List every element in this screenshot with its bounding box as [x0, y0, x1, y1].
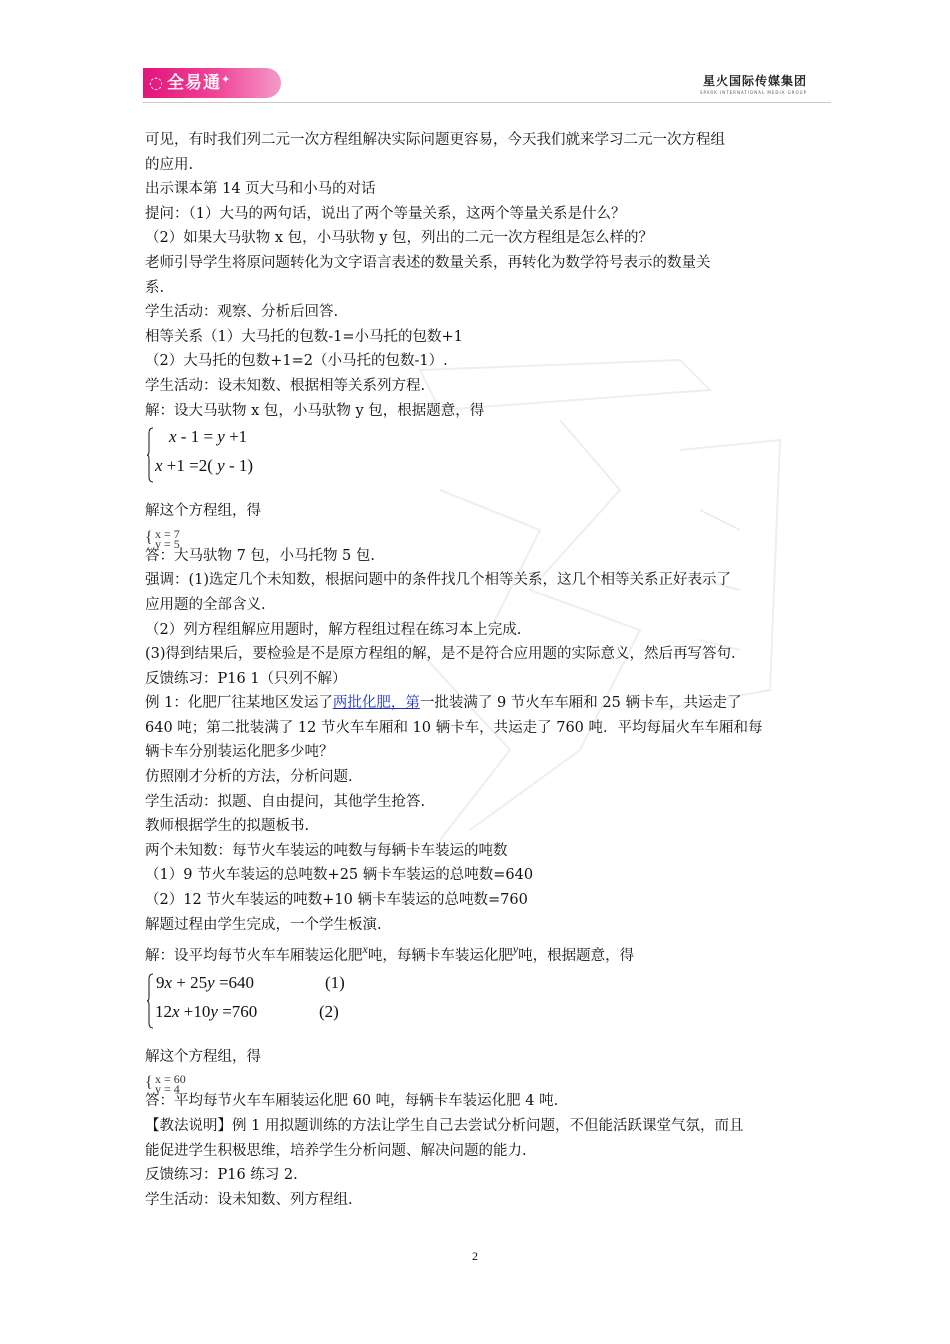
text-line: 640 吨；第二批装满了 12 节火车车厢和 10 辆卡车，共运走了 760 吨．平均每届火车车厢和每 — [145, 719, 763, 736]
equation-label: (1) — [325, 972, 345, 992]
text-line: 学生活动：拟题、自由提问，其他学生抢答. — [145, 793, 426, 810]
logo-text: 全易通 — [167, 73, 221, 93]
left-brace-icon — [147, 427, 153, 483]
text-line: 提问：（1）大马的两句话，说出了两个等量关系，这两个等量关系是什么？ — [145, 205, 626, 222]
variable-x: x — [362, 942, 368, 957]
text-line: (3)得到结果后，要检验是不是原方程组的解，是不是符合应用题的实际意义，然后再写答句. — [145, 646, 736, 663]
equation-row: 12x +10y =760 — [155, 1001, 258, 1021]
left-brace-icon — [147, 973, 153, 1029]
brace-icon: { — [145, 528, 153, 546]
publisher-english: SPARK INTERNATIONAL MEDIA GROUP — [699, 90, 807, 95]
text-line: （1）9 节火车装运的总吨数+25 辆卡车装运的总吨数=640 — [145, 867, 534, 884]
text-line: 学生活动：观察、分析后回答. — [145, 304, 339, 321]
text-line: 例 1：化肥厂往某地区发运了两批化肥，第一批装满了 9 节火车车厢和 25 辆卡车，共运走了 — [145, 695, 742, 712]
text-line: 应用题的全部含义. — [145, 596, 266, 613]
text-line: 可见，有时我们列二元一次方程组解决实际问题更容易，今天我们就来学习二元一次方程组 — [145, 132, 725, 148]
text-line: 老师引导学生将原问题转化为文字语言表述的数量关系，再转化为数学符号表示的数量关 — [145, 254, 711, 271]
publisher — [700, 72, 807, 95]
text-line: 的应用. — [145, 156, 194, 173]
solution-row: y = 4 — [155, 1082, 180, 1097]
equation-system-1 — [147, 425, 815, 491]
variable-y: y — [512, 942, 519, 957]
text-line: 强调：(1)选定几个未知数，根据问题中的条件找几个相等关系，这几个相等关系正好表示了 — [145, 572, 732, 589]
text-line: （2）如果大马驮物 x 包，小马驮物 y 包，列出的二元一次方程组是怎么样的？ — [145, 230, 654, 247]
text-line: 解：设平均每节火车车厢装运化肥$^x$吨，每辆卡车装运化肥$^y$吨，根据题意，得 — [145, 942, 635, 965]
text-line: 两个未知数：每节火车装运的吨数与每辆卡车装运的吨数 — [145, 842, 508, 859]
text-line: （2）12 节火车装运的吨数+10 辆卡车装运的总吨数=760 — [145, 892, 528, 909]
text-line: 【教法说明】例 1 用拟题训练的方法让学生自己去尝试分析问题，不但能活跃课堂气氛，而且 — [145, 1118, 744, 1134]
text-line: （2）列方程组解应用题时，解方程组过程在练习本上完成. — [145, 621, 522, 638]
text-line: 仿照刚才分析的方法，分析问题. — [145, 769, 353, 786]
brace-icon: { — [145, 1074, 153, 1092]
page-header — [143, 66, 831, 103]
text-line: 解：设大马驮物 x 包，小马驮物 y 包，根据题意，得 — [145, 402, 485, 419]
brand-logo — [143, 68, 281, 98]
text-line: 反馈练习：P16 练习 2. — [145, 1167, 298, 1184]
text-line: 学生活动：设未知数、根据相等关系列方程. — [145, 377, 426, 394]
text-line: 答：大马驮物 7 包，小马托物 5 包. — [145, 547, 375, 564]
text-line: 相等关系（1）大马托的包数-1=小马托的包数+1 — [145, 328, 463, 345]
text-line: 答：平均每节火车车厢装运化肥 60 吨，每辆卡车装运化肥 4 吨. — [145, 1093, 559, 1110]
equation-system-2 — [147, 971, 815, 1037]
hyperlink[interactable]: 两批化肥，第 — [332, 695, 420, 712]
text-line: 教师根据学生的拟题板书. — [145, 818, 310, 835]
text-line: 解题过程由学生完成，一个学生板演. — [145, 916, 382, 933]
publisher-name: 星火国际传媒集团 — [702, 74, 807, 88]
text-line: 学生活动：设未知数、列方程组. — [145, 1191, 353, 1208]
equation-label: (2) — [319, 1001, 339, 1021]
solution-system-1 — [145, 524, 815, 551]
page-number: 2 — [472, 1249, 478, 1263]
solution-row: x = 60 — [155, 1072, 186, 1087]
logo-star-icon: ✦ — [221, 73, 232, 86]
solution-row: y = 5 — [155, 536, 180, 551]
equation-row: 9x + 25y =640 — [156, 972, 255, 992]
equation-row: x - 1 = y +1 — [169, 427, 248, 447]
text-line: 出示课本第 14 页大马和小马的对话 — [145, 181, 376, 198]
document-body — [145, 128, 815, 1212]
text-line: （2）大马托的包数+1=2（小马托的包数-1）. — [145, 353, 448, 370]
text-line: 能促进学生积极思维，培养学生分析问题、解决问题的能力. — [145, 1142, 527, 1159]
text-line: 反馈练习：P16 1（只列不解） — [145, 670, 347, 687]
logo-swirl-icon: ◌ — [149, 73, 164, 92]
equation-row: x +1 =2( y - 1) — [155, 456, 254, 476]
text-line: 辆卡车分别装运化肥多少吨？ — [145, 744, 334, 761]
solution-system-2 — [145, 1069, 815, 1097]
text-line: 解这个方程组，得 — [145, 503, 261, 520]
solution-row: x = 7 — [155, 526, 180, 541]
text-line: 系. — [145, 279, 165, 296]
text-line: 解这个方程组，得 — [145, 1048, 261, 1065]
